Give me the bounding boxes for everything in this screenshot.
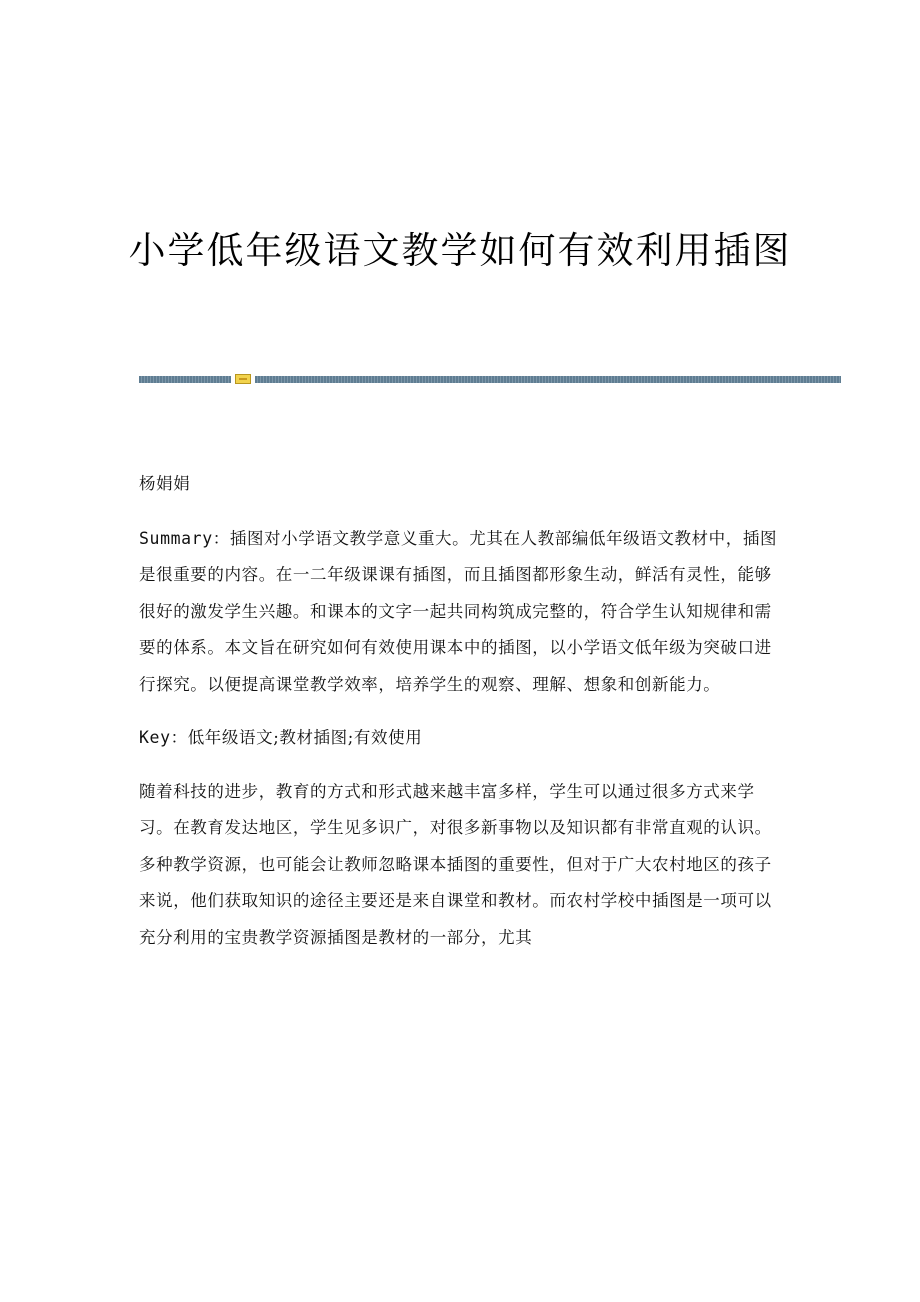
summary-text: 插图对小学语文教学意义重大。尤其在人教部编低年级语文教材中，插图是很重要的内容。在一二年级课课有插图，而且插图都形象生动，鲜活有灵性，能够很好的激发学生兴趣。和课本的文字一起共同构筑成完整的，符合学生认知规律和需要的体系。本文旨在研究如何有效使用课本中的插图，以小学语文低年级为突破口进行探究。以便提高课堂教学效率，培养学生的观察、理解、想象和创新能力。	[139, 528, 778, 694]
body-paragraph: 随着科技的进步，教育的方式和形式越来越丰富多样，学生可以通过很多方式来学习。在教育发达地区，学生见多识广，对很多新事物以及知识都有非常直观的认识。多种教学资源，也可能会让教师忽略课本插图的重要性，但对于广大农村地区的孩子来说，他们获取知识的途径主要还是来自课堂和教材。而农村学校中插图是一项可以充分利用的宝贵教学资源插图是教材的一部分，尤其	[139, 781, 772, 947]
summary-paragraph	[139, 521, 779, 704]
keywords-paragraph	[139, 720, 779, 757]
keywords-text: 低年级语文;教材插图;有效使用	[187, 728, 423, 747]
document-title: 小学低年级语文教学如何有效利用插图	[128, 229, 792, 272]
divider-left-bar	[139, 376, 231, 383]
summary-label: Summary：	[139, 528, 230, 548]
keywords-label: Key：	[139, 728, 188, 747]
title-divider	[139, 374, 841, 384]
author-name: 杨娟娟	[139, 474, 191, 493]
document-body	[139, 466, 779, 956]
divider-right-bar	[255, 376, 841, 383]
divider-ornament-icon	[235, 374, 251, 384]
